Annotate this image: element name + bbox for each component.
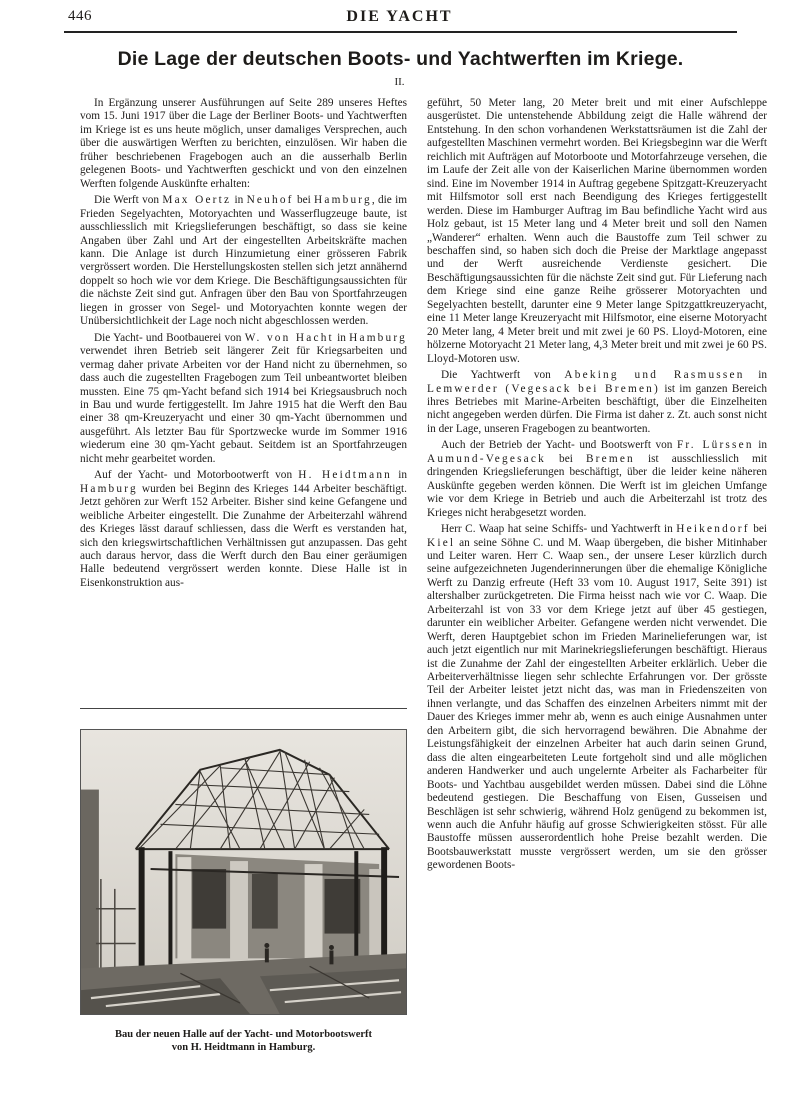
place-name: Heikendorf	[676, 523, 750, 536]
place-name: Hamburg	[80, 482, 138, 495]
text: , die im Frieden Segelyachten, Motoryachten und Wasserflugzeuge baute, ist ausschliesslich mit Kriegslieferungen beschäftigt, so dass sie keine Angaben über Zahl und Art der eingestellten Arbeitskräfte machen kann. Die Anlage ist durch Hinzumietung einer grösseren Fabrik vergrössert worden. Die Herstellungskosten stellen sich jetzt annähernd doppelt so hoch wie vor dem Kriege. Die Beschäftigungsaussichten für die nächste Zeit sind gut. Anfragen über den Bau von Sportfahrzeugen liegen in grosser von Segel- und Motoryachten konnte wegen der Unübersichtlichkeit der Lage noch nicht abgeschlossen werden.	[80, 194, 408, 328]
text: ist ausschliesslich mit dringenden Kriegslieferungen beschäftigt, über die leider keine näheren Auskünfte gegeben werden können. Die Werft ist im gleichen Umfange wie vor dem Kriege in Betrieb und auch die Arbeiterzahl ist trotz des Krieges nicht herabgesetzt worden.	[427, 452, 768, 519]
text: in	[758, 439, 767, 452]
header-rule	[64, 31, 737, 33]
part-number: II.	[394, 76, 405, 88]
text: Die Werft von	[94, 194, 160, 207]
text: in	[337, 331, 346, 344]
company-name: Fr. Lürssen	[676, 439, 754, 452]
left-paragraph-2	[80, 194, 407, 329]
right-paragraph-2	[427, 369, 767, 436]
page-number: 446	[68, 8, 92, 24]
text: ist im ganzen Bereich ihres Betriebes mit Marine-Arbeiten beschäftigt, über die Einzelheiten nicht angegeben werden dürfen. Die Firma ist daher z. Zt. auch sonst nicht in der Lage, unseren Fragebogen zu beantworten.	[427, 382, 767, 435]
caption-line-2: von H. Heidtmann in Hamburg.	[171, 1042, 316, 1053]
place-name: Bremen	[585, 452, 635, 465]
right-paragraph-3	[427, 439, 767, 520]
text: bei	[559, 452, 573, 465]
figure-caption	[80, 1028, 407, 1054]
text: verwendet ihren Betrieb seit längerer Zeit für Kriegsarbeiten und vermag daher private Arbeiten vor der Hand nicht zu übernehmen, so dass auch die zugestellten Fragebogen zum Teil unbeantwortet bleiben mussten. Eine 75 qm-Yacht befand sich 1914 bei Kriegsausbruch noch in Bau und wurde fertiggestellt. Im Jahre 1915 hat die Werft den Bau einer 38 qm-Kreuzeryacht und einer 30 qm-Yacht übernommen und ausgeführt. Als letzter Bau für Sportzwecke wurde im Sommer 1916 wiederum eine 30 qm-Yacht gebaut. Seitdem ist an Sportfahrzeugen nicht mehr gearbeitet worden.	[80, 345, 407, 465]
left-column	[80, 97, 407, 593]
text: in	[234, 194, 244, 207]
right-paragraph-1: geführt, 50 Meter lang, 20 Meter breit und mit einer Aufschleppe ausgerüstet. Die untenstehende Abbildung zeigt die Halle während der Entstehung. In den schon vorhandenen Werkstattsräumen ist die Zahl der aufgestellten Maschinen vermehrt worden. Bei Kriegsbeginn war die Werft reichlich mit Aufträgen auf Motorboote und Motorfahrzeuge versehen, die im Laufe der Zeit alle von der Kaiserlichen Marine übernommen worden sind. Eine im November 1914 in Auftrag gegebene Spitzgatt-Kreuzeryacht mit Hilfsmotor soll erst nach Beendigung des Krieges fertiggestellt werden. Diese im Hamburger Auftrag im Bau befindliche Yacht wird aus Holz gebaut, ist 15 Meter lang und 4 Meter breit und soll den Namen „Wanderer“ erhalten. Wenn auch die Baustoffe zum Teil schwer zu beschaffen sind, so haben sich doch die Preise der Marktlage angepasst und der Werft ausreichende Verdienste gesichert. Die Beschäftigungsaussichten für die nächste Zeit sind gut. Für Lieferung nach dem Kriege sind eine ganze Reihe grösserer Motoryachten und Segelyachten bestellt, darunter eine 9 Meter lange Spitzgattkreuzeryacht, eine 11 Meter lange Kreuzeryacht mit Hilfsmotor, eine eiserne Motoryacht 20 Meter lang, 4 Meter breit und mit zwei je 60 PS. Lloyd-Motoren, eine hölzerne Motoryacht 21 Meter lang, 4,3 Meter breit und mit zwei je 60 PS. Lloyd-Motoren usw.	[427, 97, 767, 365]
text: bei	[753, 523, 768, 536]
place-name: Hamburg	[349, 331, 407, 344]
text: Auch der Betrieb der Yacht- und Bootswerft von	[441, 439, 673, 452]
text: Die Yacht- und Bootbauerei von	[94, 331, 242, 344]
place-name: Neuhof	[246, 194, 294, 207]
left-paragraph-4	[80, 469, 407, 590]
text: wurden bei Beginn des Krieges 144 Arbeiter beschäftigt. Jetzt gehören zur Werft 152 Arbeiter. Bisher sind keine Gefangene und weibliche Arbeiter eingestellt. Die Zunahme der Arbeiterzahl während des Krieges lässt darauf schliessen, dass die Werft es verstanden hat, sich den kriegswirtschaftlichen Verhältnissen gut anzupassen. Das geht auch daraus hervor, dass die Werft durch den Bau einer geräumigen Halle bedeutend vergrössert werden konnte. Diese Halle ist in Eisenkonstruktion aus-	[80, 482, 408, 589]
company-name: Abeking und Rasmussen	[564, 369, 745, 382]
text: in	[398, 469, 407, 482]
company-name: H. Heidtmann	[298, 469, 393, 482]
right-paragraph-4	[427, 523, 767, 873]
text: in	[758, 369, 768, 382]
place-name: Hamburg	[314, 194, 372, 207]
left-paragraph-3	[80, 332, 407, 467]
place-name: Kiel	[427, 536, 456, 549]
article-title: Die Lage der deutschen Boots- und Yachtwerften im Kriege.	[117, 48, 684, 70]
hall-construction-image	[81, 730, 406, 1014]
construction-hall-photo	[80, 729, 407, 1015]
column-rule	[80, 708, 407, 709]
company-name: Max Oertz	[162, 194, 232, 207]
text: Die Yachtwerft von	[441, 369, 551, 382]
running-title: DIE YACHT	[346, 8, 453, 25]
text: bei	[296, 194, 311, 207]
text: Herr C. Waap hat seine Schiffs- und Yachtwerft in	[441, 523, 673, 536]
left-paragraph-1: In Ergänzung unserer Ausführungen auf Seite 289 unseres Heftes vom 15. Juni 1917 über die Lage der Berliner Boots- und Yachtwerften im Kriege ist es uns heute möglich, unser damaliges Versprechen, auch über die auswärtigen Werften zu berichten, einzulösen. Wir haben die früher beschriebenen Fragebogen auch an die ausserhalb Berlin gelegenen Boots- und Yachtwerften geschickt und von den einzelnen Werften folgende Auskünfte erhalten:	[80, 97, 407, 190]
company-name: W. von Hacht	[244, 331, 334, 344]
text: an seine Söhne C. und M. Waap übergeben, die bisher Mitinhaber und Leiter waren. Herr C. Waap sen., der unsere Leser kürzlich durch seine aufgezeichneten Jugenderinnerungen über die ehemalige Königliche Werft zu Danzig erfreute (Heft 33 vom 10. August 1917, Seite 391) ist altershalber zurückgetreten. Die Firma heisst nach wie vor C. Waap. Die Arbeiterzahl ist von 33 vor dem Kriege jetzt auf über 45 gestiegen, darunter ein weiblicher Arbeiter. Gefangene werden nicht verwendet. Die Werft, deren Hauptgebiet schon im Frieden Marinelieferungen war, ist auch jetzt eigentlich nur mit Marinekriegslieferungen beschäftigt. Hieraus ist die Zunahme der Zahl der eingestellten Arbeiter erklärlich. Ueber die Arbeiterverhältnisse liegen sehr schlechte Erfahrungen vor. Der grösste Teil der Arbeiter leistet jetzt nicht das, was man in Friedenszeiten von ihnen verlangte, und das Schaffen des einzelnen Arbeiters nimmt mit der Dauer des Krieges immer mehr ab, wenn es auch einige Ausnahmen unter den Arbeitern gibt, die sich hervorragend bewähren. Die Abnahme der Leistungsfähigkeit der einzelnen Arbeiter hat auch darin seinen Grund, dass die alten eingearbeiteten Leute fortgeholt sind und alle möglichen anderen Handwerker und auch ungelernte Arbeiter als Facharbeiter für Boots- und Yachtbau ausgebildet werden müssen. Dabei sind die Löhne bedeutend gestiegen. Die Beschaffung von Eisen, Gusseisen und Beschlägen ist sehr schwierig, während Holz genügend zu bekommen ist, wenn auch die Anfuhr häufig auf grosse Schwierigkeiten stösst. Für alle Baustoffe müssen ausserordentlich hohe Preise bezahlt werden. Die Bootsbauwerkstatt musste vergrössert werden, um sie den grösser gewordenen Boots-	[427, 536, 767, 872]
right-column	[427, 97, 767, 876]
place-name: Lemwerder (Vegesack bei Bremen)	[427, 382, 660, 395]
text: Auf der Yacht- und Motorbootwerft von	[94, 469, 293, 482]
caption-line-1: Bau der neuen Halle auf der Yacht- und Motorbootswerft	[114, 1029, 373, 1040]
place-name: Aumund-Vegesack	[427, 452, 546, 465]
